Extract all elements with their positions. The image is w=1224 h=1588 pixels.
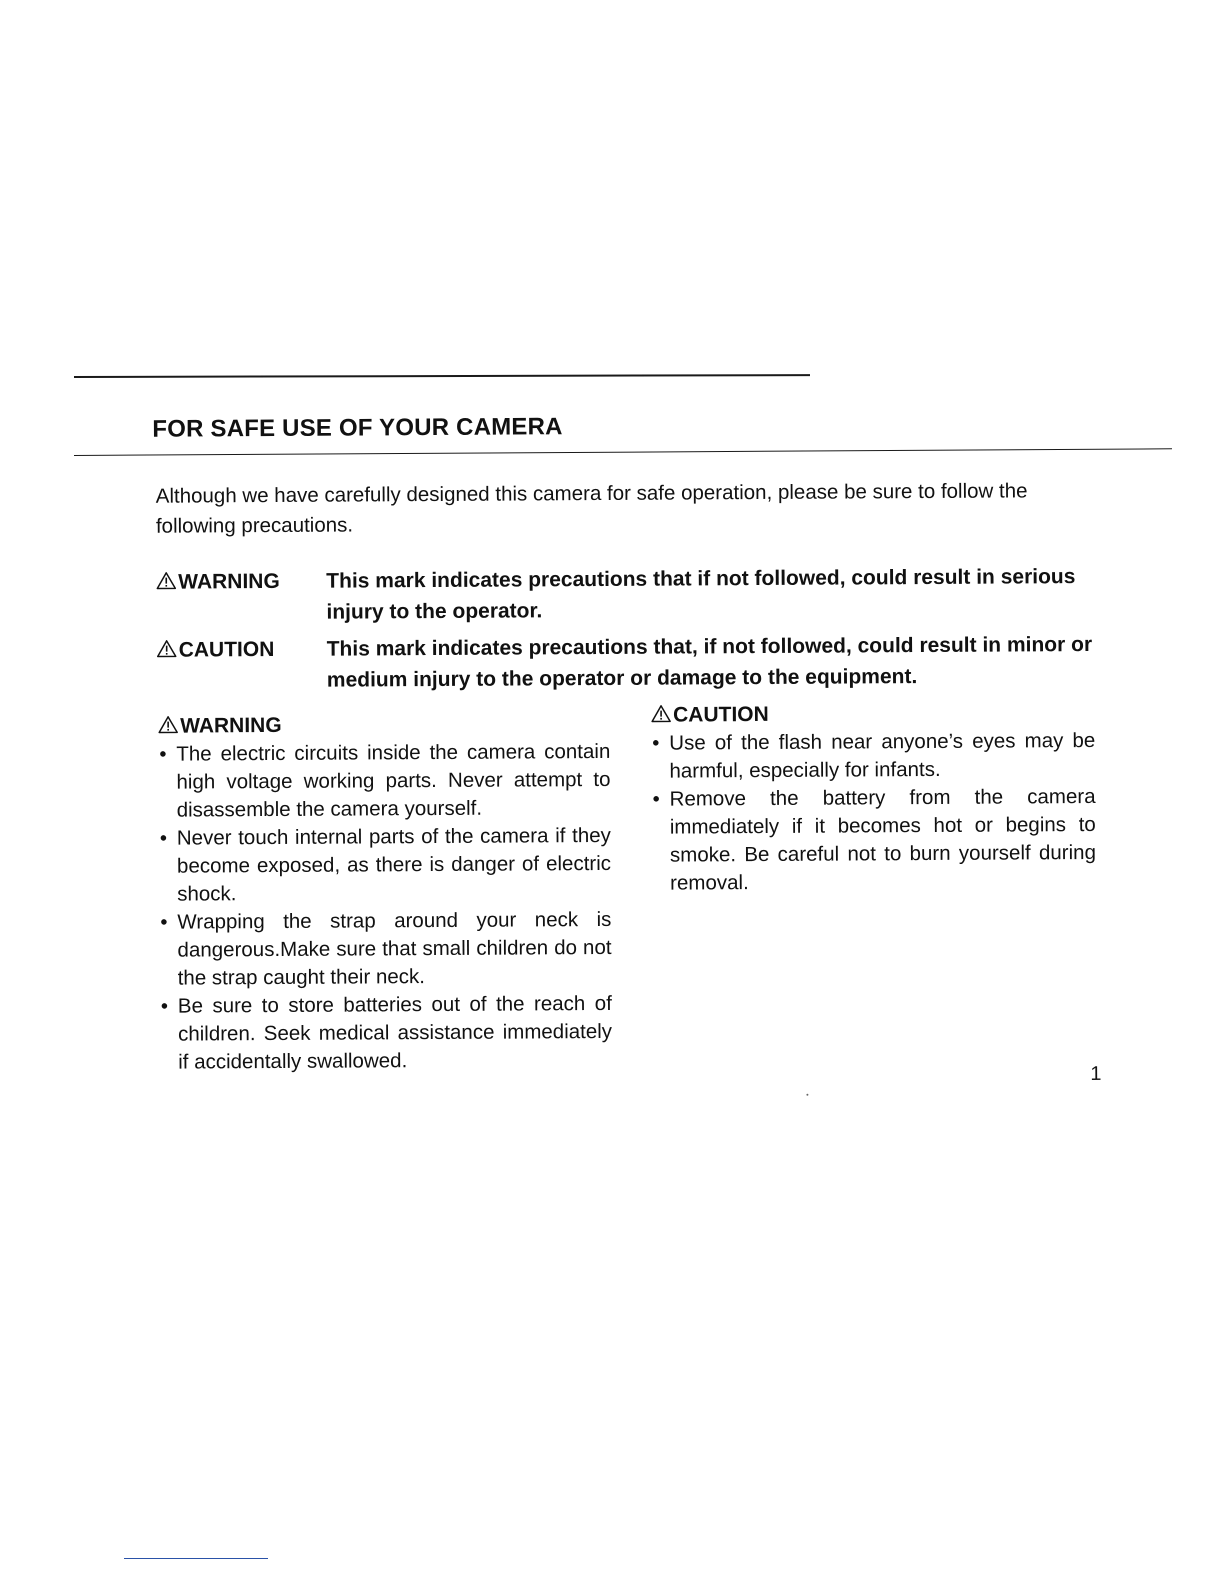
list-item: • Use of the flash near anyone’s eyes may be harmful, especially for infants. <box>651 727 1095 786</box>
warning-heading-text: WARNING <box>180 713 282 738</box>
list-item: • The electric circuits inside the camera contain high voltage working parts. Never attempt to disassemble the camera yourself. <box>158 738 611 825</box>
definition-caution <box>157 629 1097 697</box>
definition-label <box>156 566 326 598</box>
warning-triangle-icon <box>156 572 176 590</box>
caution-list <box>651 727 1096 898</box>
definition-label <box>157 634 327 666</box>
symbol-definitions <box>156 561 1097 703</box>
warning-triangle-icon <box>158 716 178 734</box>
warning-heading <box>158 710 610 741</box>
page-title: FOR SAFE USE OF YOUR CAMERA <box>152 413 563 443</box>
definition-label-text: WARNING <box>178 569 280 594</box>
warning-column <box>158 710 612 1077</box>
list-item: • Remove the battery from the camera immediately if it becomes hot or begins to smoke. Be careful not to burn yourself during removal. <box>652 783 1097 898</box>
list-item: • Be sure to store batteries out of the reach of children. Seek medical assistance immediately if accidentally swallowed. <box>160 990 613 1077</box>
intro-paragraph: Although we have carefully designed this camera for safe operation, please be sure to follow the following precautions. <box>155 479 1028 538</box>
definition-label-text: CAUTION <box>178 637 275 662</box>
definition-text: This mark indicates precautions that, if not followed, could result in minor or medium injury to the operator or damage to the equipment. <box>326 632 1093 692</box>
list-item: • Wrapping the strap around your neck is dangerous.Make sure that small children do not the strap caught their neck. <box>159 906 612 993</box>
definition-warning <box>156 561 1096 629</box>
caution-heading-text: CAUTION <box>673 702 769 727</box>
caution-heading <box>651 699 1095 730</box>
caution-column <box>651 699 1096 898</box>
warning-triangle-icon <box>651 705 671 723</box>
scan-speck <box>806 1094 808 1096</box>
definition-text: This mark indicates precautions that if not followed, could result in serious injury to the operator. <box>326 565 1076 624</box>
warning-list <box>158 738 612 1077</box>
warning-triangle-icon <box>157 640 177 658</box>
list-item: • Never touch internal parts of the camera if they become exposed, as there is danger of electric shock. <box>159 822 612 909</box>
page-number: 1 <box>1090 1062 1102 1086</box>
bottom-rule <box>124 1558 268 1559</box>
